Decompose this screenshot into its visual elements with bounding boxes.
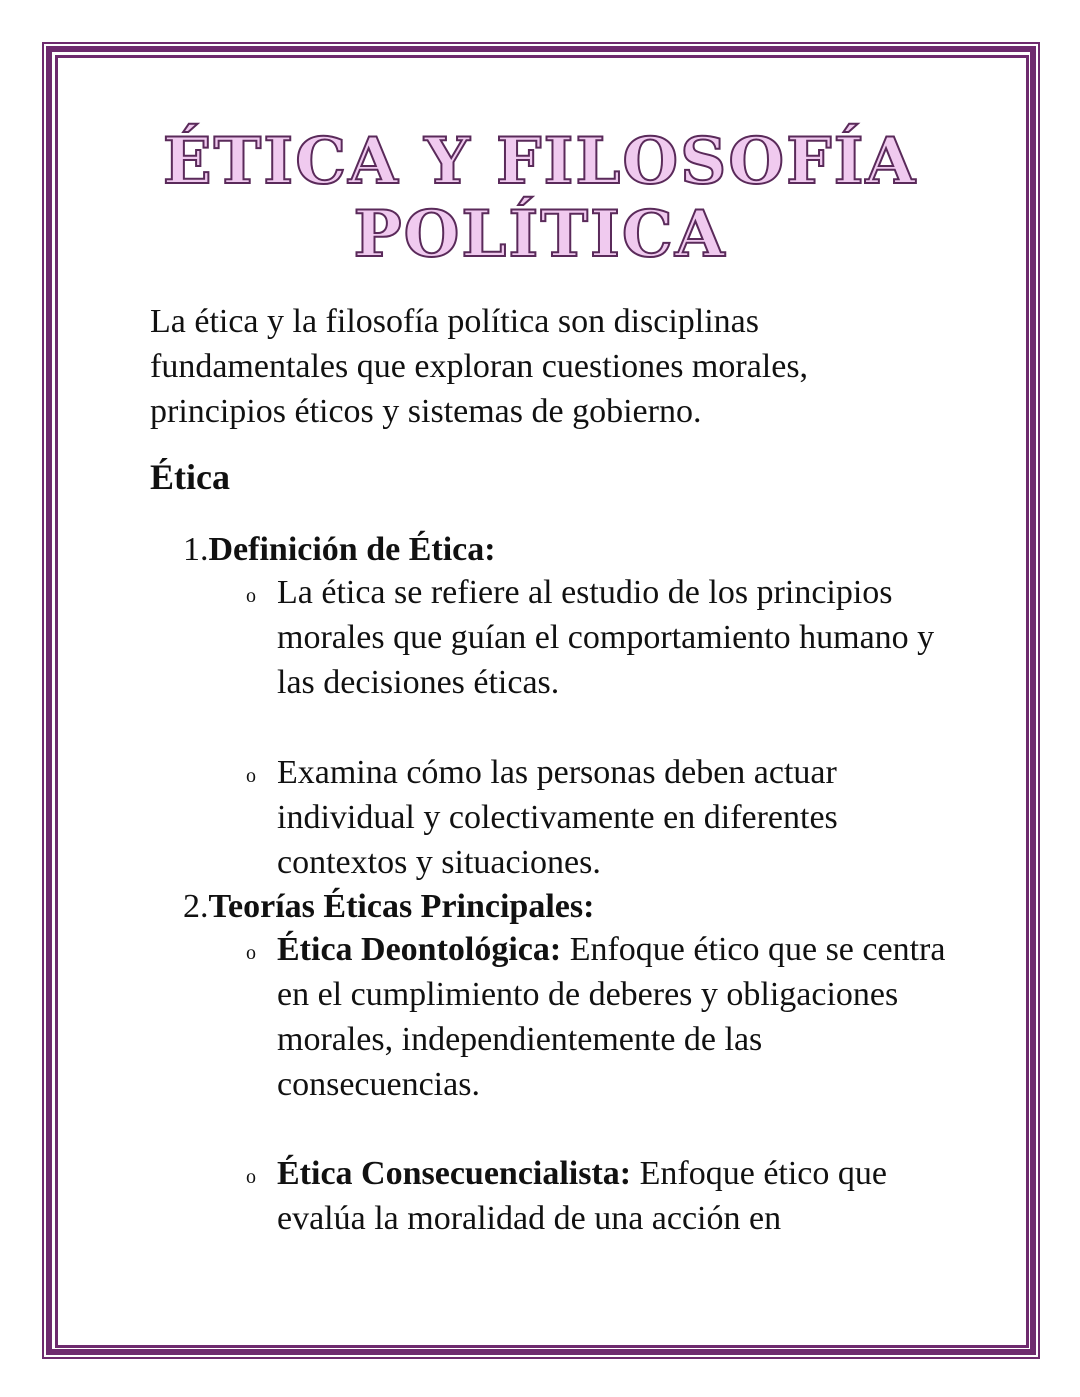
list-heading: Teorías Éticas Principales:	[208, 888, 595, 925]
bullet-term: Ética Deontológica:	[277, 931, 562, 968]
section-heading: Ética	[150, 457, 230, 497]
bullet-text	[277, 927, 947, 1107]
bullet-icon: o	[246, 1166, 256, 1188]
bullet-text	[277, 1151, 947, 1241]
list-item-2	[183, 884, 594, 929]
intro-paragraph: La ética y la filosofía política son disciplinas fundamentales que exploran cuestiones morales, principios éticos y sistemas de gobierno.	[150, 303, 809, 430]
bullet-text: La ética se refiere al estudio de los principios morales que guían el comportamiento humano y las decisiones éticas.	[277, 574, 935, 701]
document-title-line1: ÉTICA Y FILOSOFÍA	[162, 124, 918, 199]
bullet-icon: o	[246, 942, 256, 964]
list-heading: Definición de Ética:	[208, 531, 496, 568]
list-item-1	[183, 527, 496, 572]
bullet-text: Examina cómo las personas deben actuar individual y colectivamente en diferentes contextos y situaciones.	[277, 754, 838, 881]
bullet-icon: o	[246, 765, 256, 787]
bullet-description: Enfoque ético que evalúa la moralidad de una acción en	[277, 1155, 887, 1237]
list-number: 2.	[183, 888, 209, 925]
document-title-line2: POLÍTICA	[353, 197, 727, 272]
bullet-icon: o	[246, 585, 256, 607]
list-number: 1.	[183, 531, 209, 568]
bullet-description: Enfoque ético que se centra en el cumplimiento de deberes y obligaciones morales, independientemente de las consecuencias.	[277, 931, 946, 1103]
bullet-term: Ética Consecuencialista:	[277, 1155, 632, 1192]
